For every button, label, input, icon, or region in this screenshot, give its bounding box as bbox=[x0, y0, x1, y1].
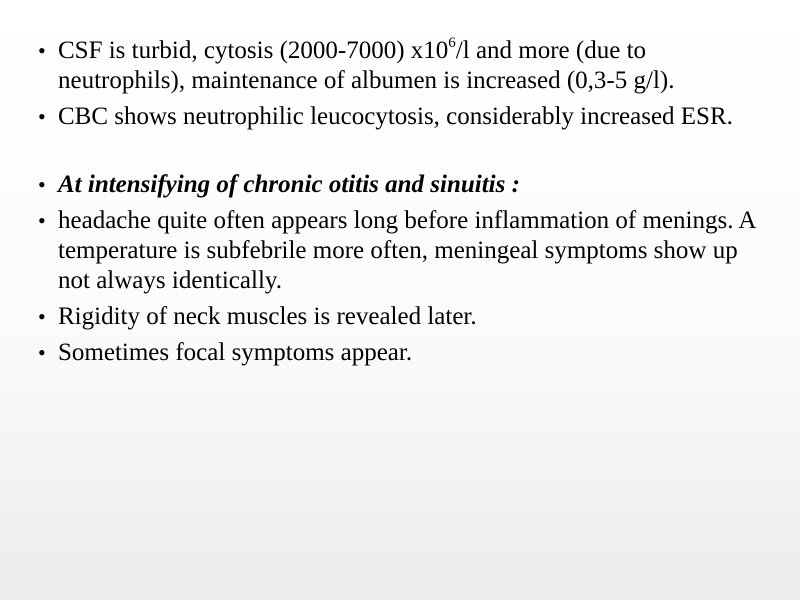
csf-text-part2: /l and more (due to neutrophils), maintenance of albumen is increased (0,3-5 g/l). bbox=[58, 37, 675, 94]
bullet-dot: • bbox=[38, 172, 46, 197]
bullet-text: CBC shows neutrophilic leucocytosis, considerably increased ESR. bbox=[58, 103, 733, 130]
bullet-dot: • bbox=[38, 304, 46, 329]
bullet-item-heading bbox=[30, 170, 760, 200]
bullet-dot: • bbox=[38, 38, 46, 63]
bullet-item-cbc bbox=[30, 102, 760, 132]
bullet-text: Rigidity of neck muscles is revealed later. bbox=[58, 303, 477, 330]
bullet-list bbox=[30, 36, 760, 374]
bullet-dot: • bbox=[38, 104, 46, 129]
csf-text-part1: CSF is turbid, cytosis (2000-7000) x10 bbox=[58, 37, 449, 64]
bullet-dot: • bbox=[38, 208, 46, 233]
superscript-exponent: 6 bbox=[448, 34, 456, 51]
bullet-item-headache bbox=[30, 206, 760, 296]
bullet-item-focal bbox=[30, 338, 760, 368]
bullet-text: Sometimes focal symptoms appear. bbox=[58, 339, 413, 366]
bullet-item-rigidity bbox=[30, 302, 760, 332]
bullet-text: headache quite often appears long before inflammation of menings. A temperature is subfebrile more often, meningeal symptoms show up not always identically. bbox=[58, 207, 755, 294]
bullet-text bbox=[58, 34, 675, 94]
bullet-dot: • bbox=[38, 340, 46, 365]
bullet-heading-text: At intensifying of chronic otitis and sinuitis : bbox=[58, 171, 520, 198]
bullet-item-csf bbox=[30, 36, 760, 96]
